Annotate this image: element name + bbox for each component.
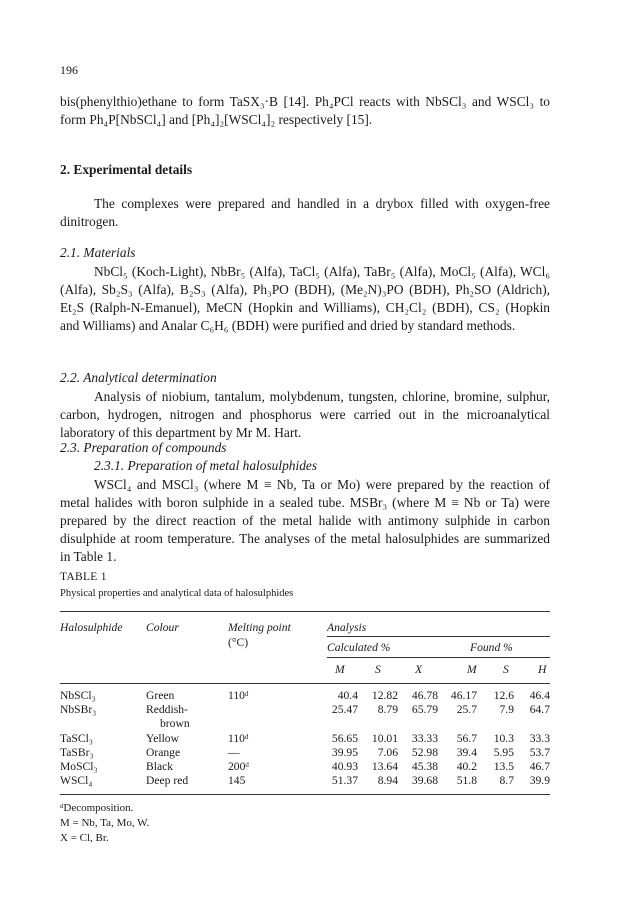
table-cell-found-m: 46.17 <box>450 689 477 702</box>
materials-heading: 2.1. Materials <box>60 245 136 260</box>
header-found: Found % <box>470 641 513 654</box>
footnote-metals: M = Nb, Ta, Mo, W. <box>60 817 150 829</box>
analytical-paragraph: Analysis of niobium, tantalum, molybdenum, tungsten, chlorine, bromine, sulphur, carbon, hydrogen, nitrogen and phosphorus were carried out in the microanalytical laboratory of this department by Mr M. Hart. <box>60 389 550 440</box>
table-cell-found-s: 13.5 <box>493 760 514 773</box>
table-cell-found-h: 46.4 <box>529 689 550 702</box>
table-cell-melting-point: 110ᵈ <box>228 689 249 702</box>
table-cell-colour: Black <box>146 760 174 773</box>
intro-paragraph: bis(phenylthio)ethane to form TaSX₃·B [14]. Ph₄PCl reacts with NbSCl₃ and WSCl₃ to form Ph₄P[NbSCl₄] and [Ph₄]₂[WSCl₄]₂ respectively [15]. <box>60 94 550 127</box>
table-label: TABLE 1 <box>60 571 107 583</box>
table-cell-melting-point: 200ᵈ <box>228 760 249 773</box>
table-cell-found-h: 53.7 <box>529 746 550 759</box>
table-cell-colour: Deep red <box>146 774 189 787</box>
header-calc-s: S <box>375 663 381 676</box>
table-cell-found-s: 10.3 <box>493 732 514 745</box>
table-cell-calc-s: 7.06 <box>377 746 398 759</box>
page-number: 196 <box>60 63 78 77</box>
table-cell-found-s: 8.7 <box>499 774 514 787</box>
table-cell-compound: TaSBr₃ <box>60 746 94 759</box>
table-cell-calc-m: 40.93 <box>331 760 358 773</box>
table-cell-calc-s: 10.01 <box>371 732 398 745</box>
table-cell-calc-s: 13.64 <box>371 760 398 773</box>
table-cell-found-s: 7.9 <box>499 703 514 716</box>
table-cell-found-m: 40.2 <box>456 760 477 773</box>
header-calc-m: M <box>335 663 345 676</box>
table-cell-calc-m: 39.95 <box>331 746 358 759</box>
header-found-h: H <box>538 663 547 676</box>
table-cell-found-m: 39.4 <box>456 746 477 759</box>
table-top-rule <box>60 611 550 612</box>
header-analysis: Analysis <box>327 621 367 634</box>
table-cell-colour: Green <box>146 689 175 702</box>
table-cell-calc-x: 65.79 <box>411 703 438 716</box>
header-colour: Colour <box>146 621 179 634</box>
footnote-halogens: X = Cl, Br. <box>60 832 109 844</box>
header-melting-point: Melting point <box>228 621 291 634</box>
table-cell-found-h: 39.9 <box>529 774 550 787</box>
table-cell-calc-x: 52.98 <box>411 746 438 759</box>
preparation-subheading: 2.3.1. Preparation of metal halosulphides <box>94 458 318 473</box>
table-cell-found-h: 33.3 <box>529 732 550 745</box>
table-cell-calc-s: 12.82 <box>371 689 398 702</box>
analytical-heading: 2.2. Analytical determination <box>60 370 217 385</box>
table-cell-found-m: 51.8 <box>456 774 477 787</box>
table-cell-found-m: 25.7 <box>456 703 477 716</box>
table-cell-calc-m: 51.37 <box>331 774 358 787</box>
table-cell-calc-x: 39.68 <box>411 774 438 787</box>
table-cell-compound: WSCl₄ <box>60 774 93 787</box>
section-intro-paragraph: The complexes were prepared and handled in a drybox filled with oxygen-free dinitrogen. <box>60 196 550 229</box>
table-cell-calc-s: 8.94 <box>377 774 398 787</box>
table-cell-calc-x: 45.38 <box>411 760 438 773</box>
header-found-m: M <box>467 663 477 676</box>
table-cell-found-h: 46.7 <box>529 760 550 773</box>
subheader-rule <box>327 657 550 658</box>
table-cell-melting-point: — <box>228 746 240 759</box>
header-found-s: S <box>503 663 509 676</box>
table-cell-melting-point: 110ᵈ <box>228 732 249 745</box>
footnote-decomposition: ᵈDecomposition. <box>60 802 134 814</box>
header-calc-x: X <box>415 663 423 676</box>
table-cell-compound: NbSCl₃ <box>60 689 96 702</box>
table-cell-calc-x: 33.33 <box>411 732 438 745</box>
header-halosulphide: Halosulphide <box>60 621 123 634</box>
table-cell-found-m: 56.7 <box>456 732 477 745</box>
table-cell-calc-s: 8.79 <box>377 703 398 716</box>
table-cell-compound: MoSCl₃ <box>60 760 98 773</box>
analysis-rule <box>327 636 550 637</box>
table-cell-compound: TaSCl₃ <box>60 732 93 745</box>
materials-paragraph: NbCl₅ (Koch-Light), NbBr₅ (Alfa), TaCl₅ (Alfa), TaBr₅ (Alfa), MoCl₅ (Alfa), WCl₆ (Alfa), Sb₂S₃ (Alfa), B₂S₃ (Alfa), Ph₃PO (BDH), (Me₂N)₃PO (BDH), Ph₂SO (Aldrich), Et₂S (Ralph-N-Emanuel), MeCN (Hopkin and Williams), CH₂Cl₂ (BDH), CS₂ (Hopkin and Williams) and Analar C₆H₆ (BDH) were purified and dried by standard methods. <box>60 264 550 333</box>
table-cell-melting-point: 145 <box>228 774 246 787</box>
table-cell-found-s: 5.95 <box>493 746 514 759</box>
preparation-heading: 2.3. Preparation of compounds <box>60 440 227 455</box>
table-cell-colour-continued: brown <box>160 717 190 730</box>
header-calculated: Calculated % <box>327 641 391 654</box>
table-cell-calc-m: 25.47 <box>331 703 358 716</box>
header-melting-point-unit: (°C) <box>228 636 249 649</box>
table-cell-found-s: 12.6 <box>493 689 514 702</box>
table-cell-compound: NbSBr₃ <box>60 703 97 716</box>
table-bottom-rule <box>60 794 550 795</box>
section-heading: 2. Experimental details <box>60 162 193 177</box>
table-cell-found-h: 64.7 <box>529 703 550 716</box>
table-cell-calc-m: 56.65 <box>331 732 358 745</box>
table-cell-colour: Yellow <box>146 732 179 745</box>
table-cell-colour: Orange <box>146 746 181 759</box>
preparation-paragraph: WSCl₄ and MSCl₃ (where M ≡ Nb, Ta or Mo) were prepared by the reaction of metal halides with boron sulphide in a sealed tube. MSBr₃ (where M ≡ Nb or Ta) were prepared by the direct reaction of the metal halide with antimony sulphide in carbon disulphide at room temperature. The analyses of the metal halosulphides are summarized in Table 1. <box>60 477 550 564</box>
table-cell-calc-m: 40.4 <box>337 689 358 702</box>
table-header-rule <box>60 683 550 684</box>
table-title: Physical properties and analytical data of halosulphides <box>60 588 294 599</box>
table-cell-calc-x: 46.78 <box>411 689 438 702</box>
table-cell-colour: Reddish- <box>146 703 188 716</box>
